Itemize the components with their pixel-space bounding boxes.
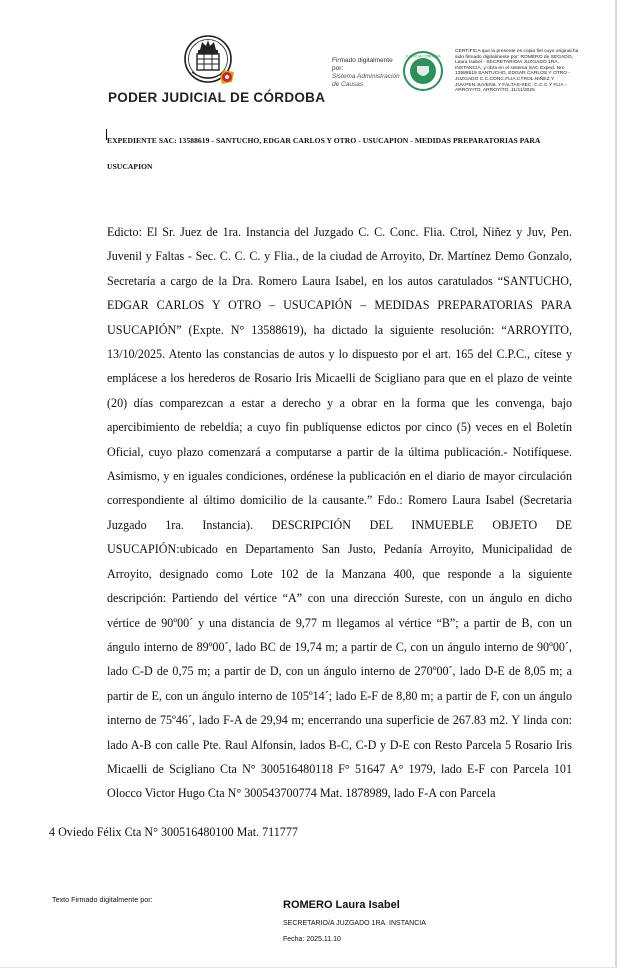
certification-text: CERTIFICA que la presente es copia fiel cuyo original ha sido firmado digitalmente por: ROMERO de SEGADO, Laura Isabel - SECRETARIO/A JUZGADO 1RA. INSTANCIA, y obra en el sistema SAC Exped. Nro 13588619 SANTUCHO, EDGAR CARLOS Y OTRO - JUZGADO C.C.CONC.FLIA.CTROL.NIÑEZ Y JUV.PEN.JUVENIL Y FALTAS-SEC. C.C.C.Y FLIA - ARROYITO, ARROYITO, 11/11/2025 — [455, 49, 579, 94]
org-name: PODER JUDICIAL DE CÓRDOBA — [108, 90, 326, 105]
signed-by-label: Firmado digitalmente por: — [332, 57, 393, 72]
edict-body-text: Edicto: El Sr. Juez de 1ra. Instancia del Juzgado C. C. Conc. Flia. Ctrol, Niñez y Juv, Pen. Juvenil y Faltas - Sec. C. C. C. y Flia., de la ciudad de Arroyito, Dr. Martínez Demo Gonzalo, Secretaría a cargo de la Dra. Romero Laura Isabel, en los autos caratulados “SANTUCHO, EDGAR CARLOS Y OTRO – USUCAPIÓN – MEDIDAS PREPARATORIAS PARA USUCAPIÓN” (Expte. N° 13588619), ha dictado la siguiente resolución: “ARROYITO, 13/10/2025. Atento las constancias de autos y lo dispuesto por el art. 165 del C.P.C., cítese y emplácese a los herederos de Rosario Iris Micaelli de Scigliano para que en el plazo de veinte (20) días comparezcan a estar a derecho y a obrar en la forma que les convenga, bajo apercibimiento de rebeldía; a cuyo fin publíquense edictos por cinco (5) veces en el Boletín Oficial, cuyo plazo comenzará a computarse a partir de la última publicación.- Notifíquese. Asimismo, y en iguales condiciones, ordénese la publicación en el diario de mayor circulación correspondiente al último domicilio de la causante.” Fdo.: Romero Laura Isabel (Secretaria Juzgado 1ra. Instancia). DESCRIPCIÓN DEL INMUEBLE OBJETO DE USUCAPIÓN:ubicado en Departamento San Justo, Pedanía Arroyito, Municipalidad de Arroyito, designado como Lote 102 de la Manzana 400, que responde a la siguiente descripción: Partiendo del vértice “A” con una dirección Sureste, con un ángulo en dicho vértice de 90º00´ y una distancia de 9,77 m llegamos al vértice “B”; a partir de B, con un ángulo interno de 89º00´, lado BC de 19,74 m; a partir de C, con un ángulo interno de 90º00´, lado C-D de 0,75 m; a partir de D, con un ángulo interno de 270º00´, lado D-E de 8,05 m; a partir de E, con un ángulo interno de 105º14´; lado E-F de 8,80 m; a partir de F, con un ángulo interno de 75º46´, lado F-A de 29,94 m; encerrando una superficie de 267.83 m2. Y linda con: lado A-B con calle Pte. Raul Alfonsin, lados B-C, C-D y D-E con Resto Parcela 5 Rosario Iris Micaelli de Scigliano Cta N° 300516480118 F° 51647 A° 1979, lado E-F con Parcela 101 Olocco Victor Hugo Cta N° 300543700774 Mat. 1878989, lado F-A con Parcela — [107, 225, 572, 801]
body-continuation: 4 Oviedo Félix Cta N° 300516480100 Mat. 711777 — [49, 825, 298, 839]
court-logo — [108, 32, 326, 112]
seal-text: JUSTICIA CÓRDOBA — [405, 54, 441, 59]
signer-name: ROMERO Laura Isabel — [283, 899, 400, 911]
signed-by-system: Sistema Administración de Causas — [332, 73, 400, 88]
justice-seal-icon — [402, 50, 444, 92]
signer-role: SECRETARIO/A JUZGADO 1RA. INSTANCIA — [283, 920, 426, 927]
digital-signature-note — [332, 57, 404, 89]
signature-date: Fecha: 2025.11.10 — [283, 936, 341, 943]
court-crest-icon — [184, 32, 236, 94]
expediente-heading: EXPEDIENTE SAC: 13588619 - SANTUCHO, EDGAR CARLOS Y OTRO - USUCAPION - MEDIDAS PREPARATORIAS PARA USUCAPION — [107, 136, 541, 171]
signed-text-label: Texto Firmado digitalmente por: — [52, 895, 153, 904]
